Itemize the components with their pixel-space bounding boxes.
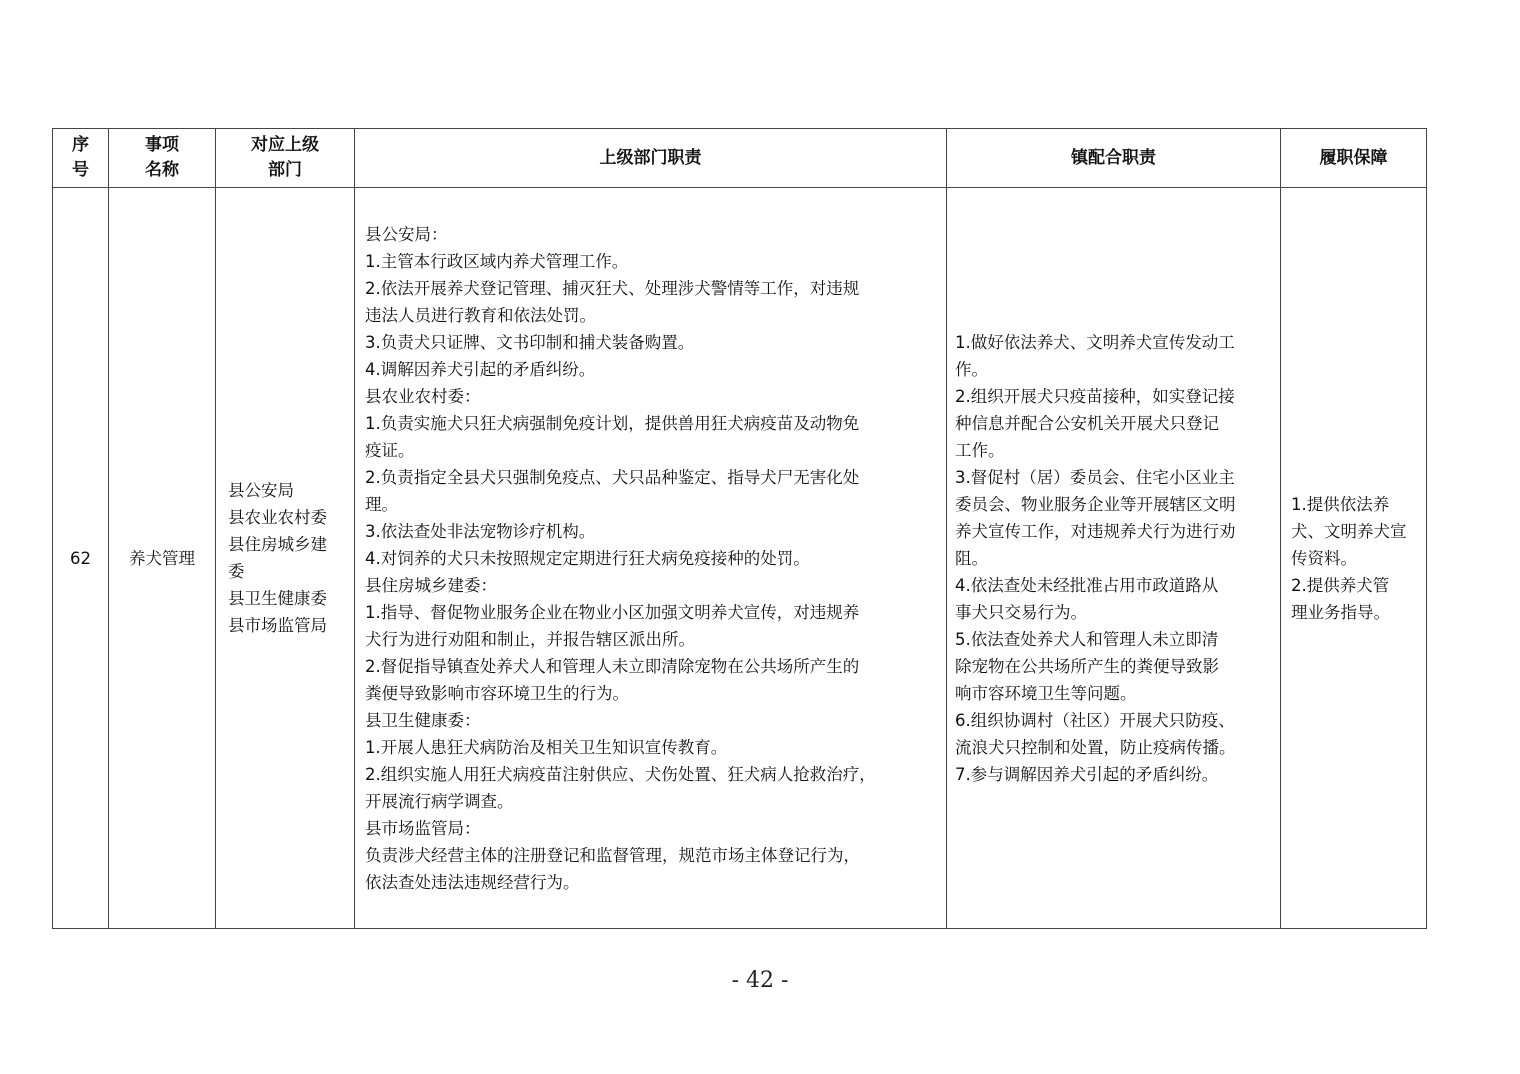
town-duty-line: 4.依法查处未经批准占用市政道路从	[955, 575, 1219, 595]
upper-duty-line: 1.指导、督促物业服务企业在物业小区加强文明养犬宣传，对违规养	[365, 602, 860, 622]
header-town: 镇配合职责	[947, 129, 1281, 188]
upper-duty-line: 1.开展人患狂犬病防治及相关卫生知识宣传教育。	[365, 737, 728, 757]
upper-duty-line: 县卫生健康委：	[365, 710, 481, 730]
header-num-line: 号	[72, 160, 89, 180]
guarantee-line: 犬、文明养犬宣	[1291, 521, 1407, 541]
upper-duty-line: 1.负责实施犬只狂犬病强制免疫计划，提供兽用狂犬病疫苗及动物免	[365, 413, 860, 433]
upper-duty-line: 负责涉犬经营主体的注册登记和监督管理，规范市场主体登记行为，	[365, 845, 860, 865]
header-name-line: 事项	[145, 135, 179, 155]
guarantee-line: 传资料。	[1291, 548, 1357, 568]
header-name-line: 名称	[145, 160, 179, 180]
upper-duty-line: 理。	[365, 494, 398, 514]
town-duty-line: 事犬只交易行为。	[955, 602, 1087, 622]
header-dept-line: 部门	[268, 160, 302, 180]
town-duty-line: 种信息并配合公安机关开展犬只登记	[955, 413, 1219, 433]
town-duty-line: 阻。	[955, 548, 988, 568]
row-guarantee	[1281, 188, 1427, 929]
row-number: 62	[53, 188, 109, 929]
guarantee-line: 2.提供养犬管	[1291, 575, 1390, 595]
header-num-line: 序	[72, 135, 89, 155]
upper-duty-line: 疫证。	[365, 440, 415, 460]
upper-duty-line: 县公安局：	[365, 224, 448, 244]
department-line: 县住房城乡建	[228, 535, 327, 554]
town-duty-line: 作。	[955, 359, 988, 379]
upper-duty-line: 县农业农村委：	[365, 386, 481, 406]
upper-duty-line: 违法人员进行教育和依法处罚。	[365, 305, 596, 325]
upper-duty-line: 4.调解因养犬引起的矛盾纠纷。	[365, 359, 596, 379]
upper-duty-line: 县住房城乡建委：	[365, 575, 497, 595]
header-dept	[216, 129, 355, 188]
town-duty-line: 1.做好依法养犬、文明养犬宣传发动工	[955, 332, 1235, 352]
town-duty-line: 工作。	[955, 440, 1005, 460]
row-departments	[216, 188, 355, 929]
upper-duty-line: 2.负责指定全县犬只强制免疫点、犬只品种鉴定、指导犬尸无害化处	[365, 467, 860, 487]
upper-duty-line: 1.主管本行政区域内养犬管理工作。	[365, 251, 629, 271]
town-duty-line: 7.参与调解因养犬引起的矛盾纠纷。	[955, 764, 1219, 784]
town-duty-line: 3.督促村（居）委员会、住宅小区业主	[955, 467, 1235, 487]
row-town-duties	[947, 188, 1281, 929]
upper-duty-line: 2.督促指导镇查处养犬人和管理人未立即清除宠物在公共场所产生的	[365, 656, 860, 676]
upper-duty-line: 2.依法开展养犬登记管理、捕灭狂犬、处理涉犬警情等工作，对违规	[365, 278, 860, 298]
upper-duty-line: 2.组织实施人用狂犬病疫苗注射供应、犬伤处置、狂犬病人抢救治疗，	[365, 764, 876, 784]
town-duty-line: 养犬宣传工作，对违规养犬行为进行劝	[955, 521, 1236, 541]
upper-duty-line: 3.负责犬只证牌、文书印制和捕犬装备购置。	[365, 332, 695, 352]
upper-duty-line: 犬行为进行劝阻和制止，并报告辖区派出所。	[365, 629, 695, 649]
row-upper-duties	[355, 188, 947, 929]
upper-duty-line: 粪便导致影响市容环境卫生的行为。	[365, 683, 629, 703]
duty-table	[52, 128, 1427, 929]
page-number: - 42 -	[731, 968, 789, 993]
header-num	[53, 129, 109, 188]
department-line: 县农业农村委	[228, 508, 327, 527]
town-duty-line: 6.组织协调村（社区）开展犬只防疫、	[955, 710, 1235, 730]
upper-duty-line: 依法查处违法违规经营行为。	[365, 872, 580, 892]
town-duty-line: 委员会、物业服务企业等开展辖区文明	[955, 494, 1236, 514]
town-duty-line: 响市容环境卫生等问题。	[955, 683, 1137, 703]
department-line: 委	[228, 562, 245, 581]
guarantee-line: 理业务指导。	[1291, 602, 1390, 622]
table-row	[53, 188, 1427, 929]
department-line: 县公安局	[228, 481, 294, 500]
guarantee-line: 1.提供依法养	[1291, 494, 1390, 514]
header-name	[109, 129, 216, 188]
upper-duty-line: 3.依法查处非法宠物诊疗机构。	[365, 521, 596, 541]
department-line: 县市场监管局	[228, 616, 327, 635]
town-duty-line: 流浪犬只控制和处置，防止疫病传播。	[955, 737, 1236, 757]
header-upper: 上级部门职责	[355, 129, 947, 188]
header-row	[53, 129, 1427, 188]
upper-duty-line: 县市场监管局：	[365, 818, 481, 838]
department-line: 县卫生健康委	[228, 589, 327, 608]
town-duty-line: 除宠物在公共场所产生的粪便导致影	[955, 656, 1219, 676]
town-duty-line: 2.组织开展犬只疫苗接种，如实登记接	[955, 386, 1235, 406]
upper-duty-line: 开展流行病学调查。	[365, 791, 514, 811]
upper-duty-line: 4.对饲养的犬只未按照规定定期进行狂犬病免疫接种的处罚。	[365, 548, 810, 568]
town-duty-line: 5.依法查处养犬人和管理人未立即清	[955, 629, 1219, 649]
row-item-name: 养犬管理	[109, 188, 216, 929]
header-guarantee: 履职保障	[1281, 129, 1427, 188]
header-dept-line: 对应上级	[251, 135, 319, 155]
